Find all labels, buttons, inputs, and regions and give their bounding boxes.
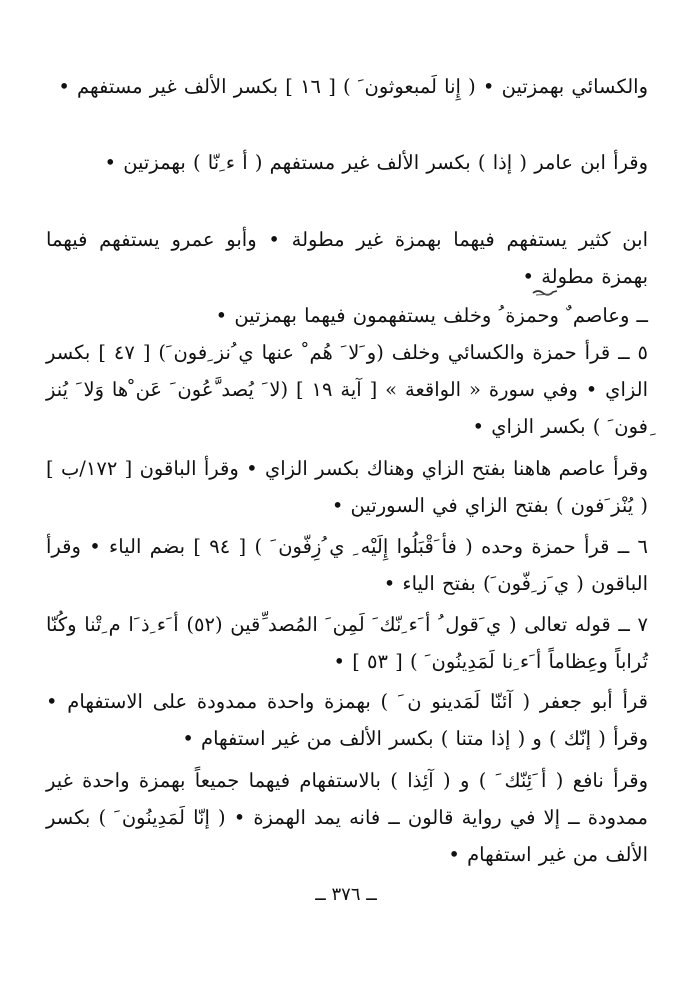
ink-smudge-mark [532, 287, 558, 297]
paragraph-10: وقرأ نافع ( أ َئِنّك َ ) و ( آئِذا ) بالاستفهام فيهما جميعاً بهمزة واحدة غير ممدودة ــ إلا في رواية قالون ــ فانه يمد الهمزة • ( إنّا لَمَدِينُون َ ) بكسر الألف من غير استفهام • [46, 769, 648, 866]
paragraph-5: ٥ ــ قرأ حمزة والكسائي وخلف (و َلا َ هُم ْ عنها ي ُنز ِفون َ) [ ٤٧ ] بكسر الزاي • وفي سورة « الواقعة » [ آية ١٩ ] (لا َ يُصد َّعُون َ عَن ْها وَلا َ يُنز ِفون َ ) بكسر الزاي • [46, 341, 648, 438]
paragraph-2: وقرأ ابن عامر ( إذا ) بكسر الألف غير مستفهم ( أ ء ِنّا ) بهمزتين • [104, 151, 648, 174]
page-number: ــ ٣٧٦ ــ [315, 884, 377, 905]
paragraph-6: وقرأ عاصم هاهنا بفتح الزاي وهناك بكسر الزاي • وقرأ الباقون [ ١٧٢/ب ] ( يُنْز َفون ) بفتح الزاي في السورتين • [46, 457, 649, 517]
paragraph-3: ابن كثير يستفهم فيهما بهمزة غير مطولة • وأبو عمرو يستفهم فيهما بهمزة مطولة • [46, 228, 648, 288]
paragraph-4: ــ وعاصم ٌ وحمزة ُ وخلف يستفهمون فيهما بهمزتين • [215, 304, 648, 327]
paragraph-8: ٧ ــ قوله تعالى ( ي َقول ُ أ َء ِنّك َ لَمِن َ المُصد ِّقين (٥٢) أ َء ِذ َا م ِتْنا وكُنّا تُراباً وعِظاماً أ َء ِنا لَمَدِينُون َ ) [ ٥٣ ] • [46, 613, 648, 673]
paragraph-9: قرأ أبو جعفر ( آئنّا لَمَدينو ن َ ) بهمزة واحدة ممدودة على الاستفهام • وقرأ ( إنّك ) و ( إذا متنا ) بكسر الألف من غير استفهام • [46, 690, 648, 750]
paragraph-1: والكسائي بهمزتين • ( إِنا لَمبعوثون َ ) [ ١٦ ] بكسر الألف غير مستفهم • [58, 75, 648, 98]
paragraph-7: ٦ ــ قرأ حمزة وحده ( فأ َقْبَلُوا إِلَيْه ِ ي ُزِفّون َ ) [ ٩٤ ] بضم الياء • وقرأ الباقون ( ي َز ِفّون َ) بفتح الياء • [46, 535, 648, 595]
